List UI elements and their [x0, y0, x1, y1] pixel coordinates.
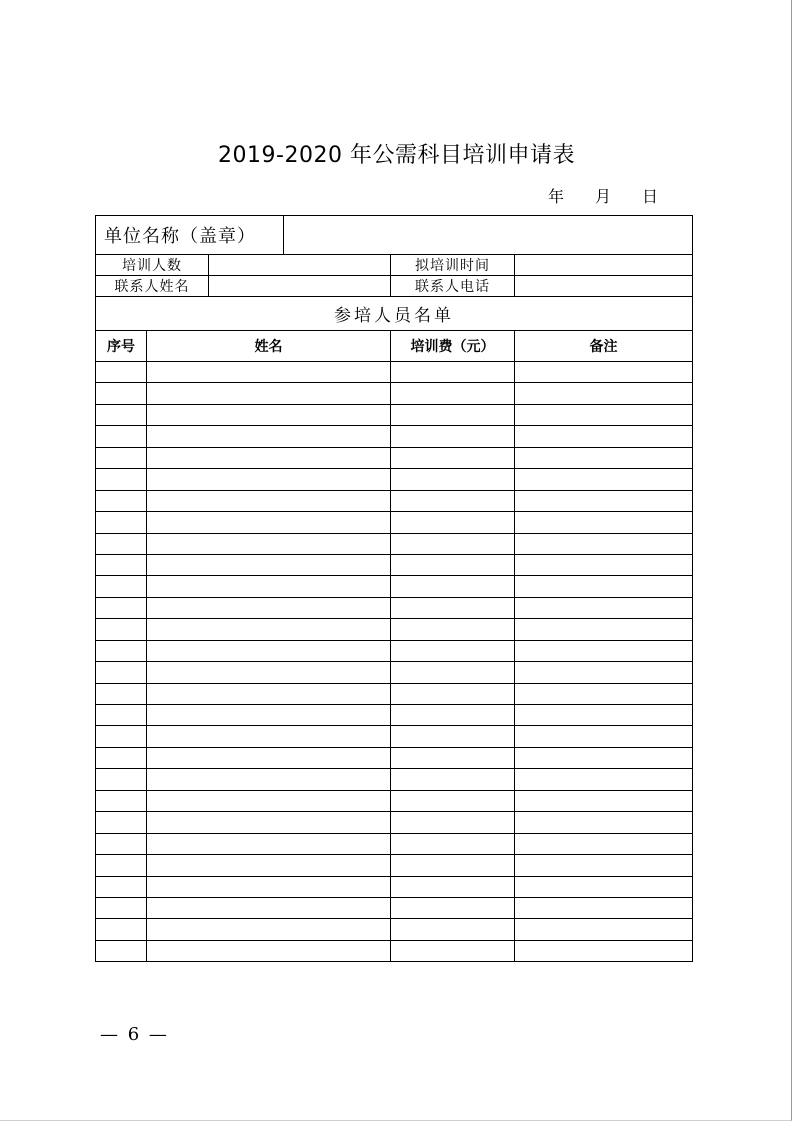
cell-remarks[interactable] — [515, 426, 693, 447]
table-row — [96, 554, 693, 575]
table-row — [96, 469, 693, 490]
cell-fee[interactable] — [391, 705, 515, 726]
cell-fee[interactable] — [391, 619, 515, 640]
table-row — [96, 490, 693, 511]
table-row — [96, 447, 693, 468]
cell-fee[interactable] — [391, 812, 515, 833]
cell-index[interactable] — [96, 404, 147, 425]
cell-name[interactable] — [147, 769, 391, 790]
cell-name[interactable] — [147, 576, 391, 597]
table-row — [96, 726, 693, 747]
cell-fee[interactable] — [391, 855, 515, 876]
cell-remarks[interactable] — [515, 897, 693, 918]
cell-index[interactable] — [96, 683, 147, 704]
cell-index[interactable] — [96, 876, 147, 897]
cell-name[interactable] — [147, 705, 391, 726]
table-row — [96, 383, 693, 404]
cell-remarks[interactable] — [515, 533, 693, 554]
table-row — [96, 705, 693, 726]
form-title: 2019-2020 年公需科目培训申请表 — [218, 143, 575, 168]
cell-index[interactable] — [96, 490, 147, 511]
cell-index[interactable] — [96, 940, 147, 961]
column-header-name: 姓名 — [147, 331, 391, 362]
cell-fee[interactable] — [391, 919, 515, 940]
cell-fee[interactable] — [391, 426, 515, 447]
column-header-index: 序号 — [96, 331, 147, 362]
cell-name[interactable] — [147, 876, 391, 897]
cell-index[interactable] — [96, 533, 147, 554]
cell-index[interactable] — [96, 790, 147, 811]
cell-fee[interactable] — [391, 469, 515, 490]
trainee-count-label: 培训人数 — [96, 255, 209, 276]
cell-fee[interactable] — [391, 490, 515, 511]
cell-index[interactable] — [96, 726, 147, 747]
cell-index[interactable] — [96, 469, 147, 490]
contact-name-field[interactable] — [209, 276, 391, 297]
date-line — [540, 184, 670, 206]
cell-name[interactable] — [147, 362, 391, 383]
table-row — [96, 362, 693, 383]
planned-time-field[interactable] — [515, 255, 693, 276]
cell-index[interactable] — [96, 447, 147, 468]
column-header-remarks: 备注 — [515, 331, 693, 362]
cell-remarks[interactable] — [515, 683, 693, 704]
cell-name[interactable] — [147, 897, 391, 918]
cell-fee[interactable] — [391, 383, 515, 404]
table-row — [96, 512, 693, 533]
cell-remarks[interactable] — [515, 490, 693, 511]
cell-index[interactable] — [96, 597, 147, 618]
cell-remarks[interactable] — [515, 597, 693, 618]
table-row — [96, 876, 693, 897]
cell-fee[interactable] — [391, 940, 515, 961]
cell-fee[interactable] — [391, 576, 515, 597]
cell-name[interactable] — [147, 640, 391, 661]
cell-name[interactable] — [147, 512, 391, 533]
cell-remarks[interactable] — [515, 554, 693, 575]
cell-fee[interactable] — [391, 404, 515, 425]
table-row — [96, 769, 693, 790]
cell-remarks[interactable] — [515, 876, 693, 897]
cell-fee[interactable] — [391, 683, 515, 704]
cell-name[interactable] — [147, 726, 391, 747]
cell-remarks[interactable] — [515, 855, 693, 876]
planned-time-label: 拟培训时间 — [391, 255, 515, 276]
cell-fee[interactable] — [391, 662, 515, 683]
cell-remarks[interactable] — [515, 940, 693, 961]
cell-index[interactable] — [96, 512, 147, 533]
cell-remarks[interactable] — [515, 469, 693, 490]
cell-fee[interactable] — [391, 447, 515, 468]
table-row — [96, 812, 693, 833]
cell-remarks[interactable] — [515, 404, 693, 425]
table-row — [96, 426, 693, 447]
cell-fee[interactable] — [391, 747, 515, 768]
cell-name[interactable] — [147, 683, 391, 704]
unit-name-field[interactable] — [284, 216, 693, 255]
cell-name[interactable] — [147, 533, 391, 554]
cell-name[interactable] — [147, 426, 391, 447]
cell-fee[interactable] — [391, 897, 515, 918]
table-row — [96, 897, 693, 918]
cell-fee[interactable] — [391, 512, 515, 533]
cell-name[interactable] — [147, 597, 391, 618]
cell-remarks[interactable] — [515, 705, 693, 726]
cell-name[interactable] — [147, 554, 391, 575]
cell-name[interactable] — [147, 790, 391, 811]
table-row — [96, 919, 693, 940]
cell-index[interactable] — [96, 426, 147, 447]
column-header-fee: 培训费（元） — [391, 331, 515, 362]
cell-fee[interactable] — [391, 554, 515, 575]
cell-name[interactable] — [147, 447, 391, 468]
participants-section-title: 参培人员名单 — [96, 297, 693, 331]
cell-index[interactable] — [96, 747, 147, 768]
cell-remarks[interactable] — [515, 812, 693, 833]
cell-index[interactable] — [96, 362, 147, 383]
cell-remarks[interactable] — [515, 447, 693, 468]
cell-name[interactable] — [147, 469, 391, 490]
table-row — [96, 640, 693, 661]
date-month: 月 — [595, 187, 612, 206]
cell-index[interactable] — [96, 662, 147, 683]
cell-remarks[interactable] — [515, 576, 693, 597]
table-row — [96, 619, 693, 640]
cell-remarks[interactable] — [515, 619, 693, 640]
cell-index[interactable] — [96, 705, 147, 726]
table-row — [96, 597, 693, 618]
cell-remarks[interactable] — [515, 512, 693, 533]
table-row — [96, 404, 693, 425]
cell-index[interactable] — [96, 383, 147, 404]
cell-index[interactable] — [96, 640, 147, 661]
cell-remarks[interactable] — [515, 362, 693, 383]
cell-fee[interactable] — [391, 362, 515, 383]
table-row — [96, 747, 693, 768]
cell-remarks[interactable] — [515, 662, 693, 683]
cell-remarks[interactable] — [515, 833, 693, 854]
cell-index[interactable] — [96, 554, 147, 575]
cell-fee[interactable] — [391, 726, 515, 747]
unit-name-label: 单位名称（盖章） — [96, 216, 284, 255]
table-row — [96, 662, 693, 683]
page-number: — 6 — — [100, 1024, 169, 1045]
cell-name[interactable] — [147, 940, 391, 961]
cell-name[interactable] — [147, 855, 391, 876]
cell-index[interactable] — [96, 855, 147, 876]
cell-name[interactable] — [147, 383, 391, 404]
cell-name[interactable] — [147, 404, 391, 425]
cell-name[interactable] — [147, 490, 391, 511]
cell-index[interactable] — [96, 833, 147, 854]
cell-fee[interactable] — [391, 533, 515, 554]
date-year: 年 — [548, 187, 565, 206]
cell-remarks[interactable] — [515, 790, 693, 811]
cell-remarks[interactable] — [515, 726, 693, 747]
table-row — [96, 533, 693, 554]
cell-index[interactable] — [96, 897, 147, 918]
cell-index[interactable] — [96, 576, 147, 597]
table-row — [96, 790, 693, 811]
cell-name[interactable] — [147, 662, 391, 683]
date-day: 日 — [642, 187, 659, 206]
cell-remarks[interactable] — [515, 919, 693, 940]
contact-phone-field[interactable] — [515, 276, 693, 297]
cell-remarks[interactable] — [515, 769, 693, 790]
cell-fee[interactable] — [391, 769, 515, 790]
cell-fee[interactable] — [391, 876, 515, 897]
contact-name-label: 联系人姓名 — [96, 276, 209, 297]
trainee-count-field[interactable] — [209, 255, 391, 276]
table-row — [96, 855, 693, 876]
table-row — [96, 833, 693, 854]
cell-remarks[interactable] — [515, 747, 693, 768]
cell-index[interactable] — [96, 812, 147, 833]
cell-name[interactable] — [147, 812, 391, 833]
table-row — [96, 683, 693, 704]
cell-fee[interactable] — [391, 640, 515, 661]
cell-remarks[interactable] — [515, 640, 693, 661]
cell-name[interactable] — [147, 747, 391, 768]
cell-fee[interactable] — [391, 597, 515, 618]
cell-remarks[interactable] — [515, 383, 693, 404]
cell-name[interactable] — [147, 619, 391, 640]
table-row — [96, 576, 693, 597]
cell-name[interactable] — [147, 919, 391, 940]
contact-phone-label: 联系人电话 — [391, 276, 515, 297]
cell-index[interactable] — [96, 769, 147, 790]
cell-name[interactable] — [147, 833, 391, 854]
table-row — [96, 940, 693, 961]
cell-fee[interactable] — [391, 833, 515, 854]
cell-fee[interactable] — [391, 790, 515, 811]
cell-index[interactable] — [96, 919, 147, 940]
cell-index[interactable] — [96, 619, 147, 640]
application-form-table — [95, 215, 693, 962]
